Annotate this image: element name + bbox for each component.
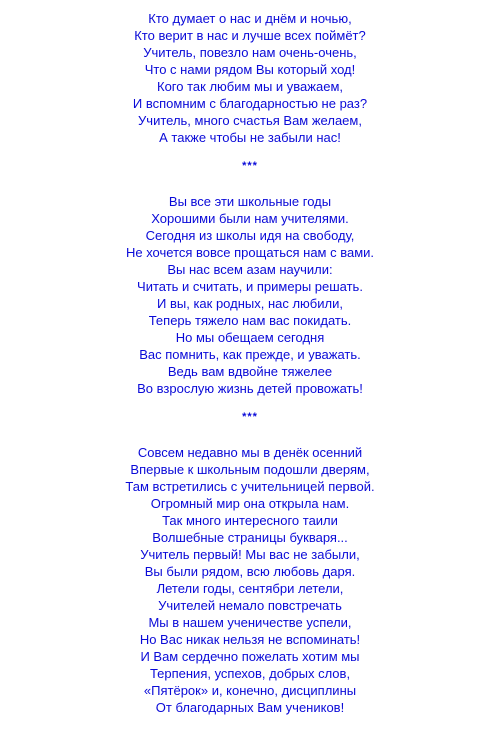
poem-line: Огромный мир она открыла нам.: [150, 496, 350, 511]
poem-line: Не хочется вовсе прощаться нам с вами.: [125, 245, 375, 260]
poem-line: Учителей немало повстречать: [158, 598, 342, 613]
poem-line: Там встретились с учительницей первой.: [125, 479, 375, 494]
poem-line: И вы, как родных, нас любили,: [157, 296, 343, 311]
poem-line: Вы были рядом, всю любовь даря.: [144, 564, 356, 579]
poem-line: А также чтобы не забыли нас!: [159, 130, 341, 145]
poem-line: И вспомним с благодарностью не раз?: [132, 96, 368, 111]
poem-line: От благодарных Вам учеников!: [155, 700, 345, 715]
poem-line: Так много интересного таили: [162, 513, 338, 528]
stanza-1: [0, 10, 500, 146]
poem-line: Мы в нашем ученичестве успели,: [148, 615, 352, 630]
poem-line: Читать и считать, и примеры решать.: [137, 279, 363, 294]
stanza-separator-2: ***: [242, 411, 258, 423]
poem-line: И Вам сердечно пожелать хотим мы: [140, 649, 360, 664]
poem-line: Вы все эти школьные годы: [168, 194, 332, 209]
poem-line: Учитель, много счастья Вам желаем,: [138, 113, 362, 128]
poem-line: Летели годы, сентябри летели,: [156, 581, 344, 596]
poem-line: Ведь вам вдвойне тяжелее: [167, 364, 333, 379]
poem-line: «Пятёрок» и, конечно, дисциплины: [143, 683, 357, 698]
poem-page: [0, 10, 500, 716]
poem-line: Хорошими были нам учителями.: [151, 211, 349, 226]
poem-line: Вы нас всем азам научили:: [167, 262, 333, 277]
stanza-2: [0, 193, 500, 397]
poem-line: Терпения, успехов, добрых слов,: [149, 666, 351, 681]
poem-line: Во взрослую жизнь детей провожать!: [137, 381, 363, 396]
poem-line: Кто верит в нас и лучше всех поймёт?: [134, 28, 366, 43]
poem-line: Учитель, повезло нам очень-очень,: [143, 45, 357, 60]
poem-line: Совсем недавно мы в денёк осенний: [137, 445, 363, 460]
stanza-separator-1: ***: [242, 160, 258, 172]
poem-line: Сегодня из школы идя на свободу,: [145, 228, 355, 243]
poem-line: Что с нами рядом Вы который ход!: [144, 62, 356, 77]
poem-line: Но мы обещаем сегодня: [175, 330, 325, 345]
poem-line: Кто думает о нас и днём и ночью,: [148, 11, 352, 26]
poem-line: Волшебные страницы букваря...: [152, 530, 348, 545]
poem-line: Впервые к школьным подошли дверям,: [130, 462, 370, 477]
poem-line: Кого так любим мы и уважаем,: [157, 79, 343, 94]
stanza-3: [0, 444, 500, 716]
poem-line: Учитель первый! Мы вас не забыли,: [140, 547, 360, 562]
poem-line: Но Вас никак нельзя не вспоминать!: [139, 632, 361, 647]
poem-line: Вас помнить, как прежде, и уважать.: [139, 347, 361, 362]
poem-line: Теперь тяжело нам вас покидать.: [148, 313, 352, 328]
